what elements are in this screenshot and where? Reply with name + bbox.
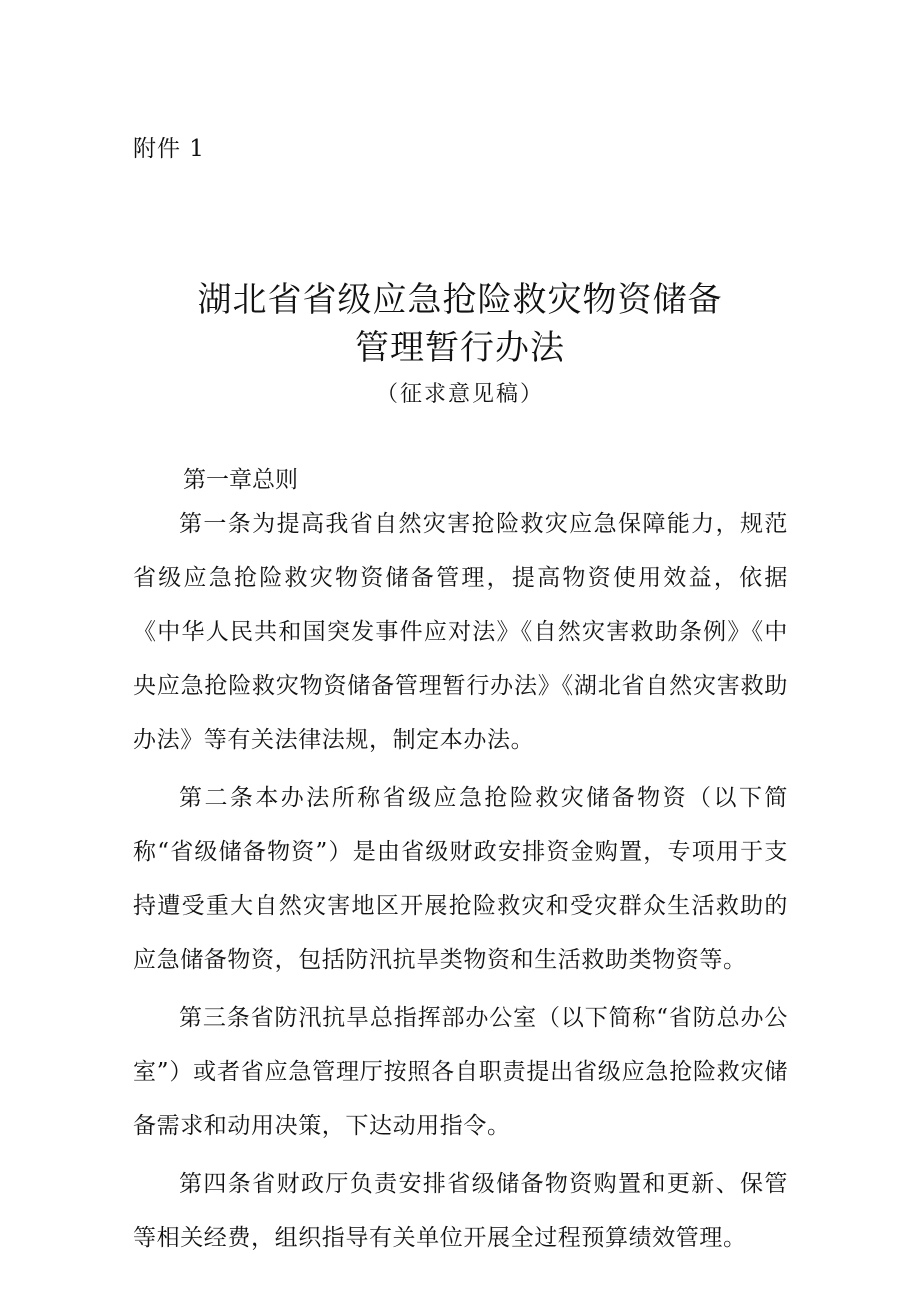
document-title-line-2: 管理暂行办法 bbox=[355, 328, 565, 368]
chapter-heading: 第一章总则 bbox=[183, 467, 298, 493]
article-1: 第一条为提高我省自然灾害抢险救灾应急保障能力，规范省级应急抢险救灾物资储备管理，提高物资使用效益，依据《中华人民共和国突发事件应对法》《自然灾害救助条例》《中央应急抢险救灾物资储备管理暂行办法》《湖北省自然灾害救助办法》等有关法律法规，制定本办法。 bbox=[133, 511, 788, 753]
draft-subtitle: （征求意见稿） bbox=[375, 382, 544, 407]
article-2: 第二条本办法所称省级应急抢险救灾储备物资（以下简称“省级储备物资”）是由省级财政安排资金购置，专项用于支持遭受重大自然灾害地区开展抢险救灾和受灾群众生活救助的应急储备物资，包括防汛抗旱类物资和生活救助类物资等。 bbox=[133, 785, 788, 973]
article-4: 第四条省财政厅负责安排省级储备物资购置和更新、保管等相关经费，组织指导有关单位开展全过程预算绩效管理。 bbox=[133, 1171, 788, 1251]
articles-body bbox=[133, 497, 788, 1269]
attachment-label: 附件 1 bbox=[133, 136, 205, 162]
document-title-line-1: 湖北省省级应急抢险救灾物资储备 bbox=[197, 280, 723, 320]
article-3: 第三条省防汛抗旱总指挥部办公室（以下简称“省防总办公室”）或者省应急管理厅按照各自职责提出省级应急抢险救灾储备需求和动用决策，下达动用指令。 bbox=[133, 1005, 788, 1139]
